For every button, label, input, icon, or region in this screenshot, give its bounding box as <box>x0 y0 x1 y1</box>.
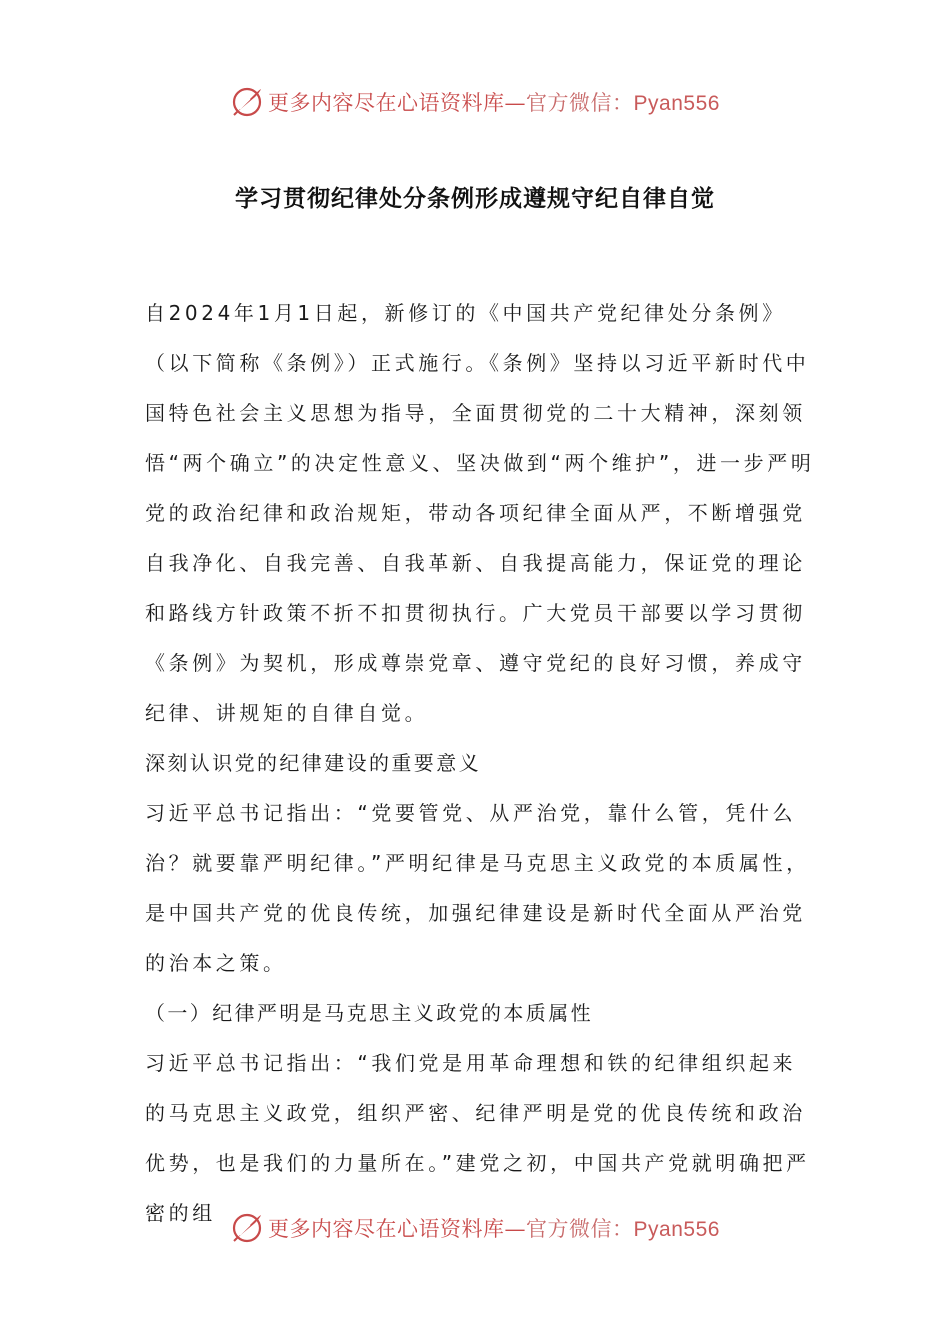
watermark-wechat-label: 官方微信： <box>526 1217 634 1241</box>
document-body <box>145 288 815 1238</box>
quill-pen-icon <box>230 85 264 119</box>
paragraph-quote-discipline: 习近平总书记指出：“党要管党、从严治党，靠什么管，凭什么治？就要靠严明纪律。”严明纪律是马克思主义政党的本质属性，是中国共产党的优良传统，加强纪律建设是新时代全面从严治党的治本之策。 <box>145 801 810 975</box>
footer-watermark <box>0 1208 950 1248</box>
watermark-brand: 更多内容尽在心语资料库 <box>268 91 505 115</box>
watermark-wechat-id: Pyan556 <box>633 1218 720 1241</box>
paragraph-quote-party: 习近平总书记指出：“我们党是用革命理想和铁的纪律组织起来的马克思主义政党，组织严密、纪律严明是党的优良传统和政治优势，也是我们的力量所在。”建党之初，中国共产党就明确把严密的组 <box>145 1051 810 1225</box>
section-heading: 深刻认识党的纪律建设的重要意义 <box>145 751 481 775</box>
watermark-dash: — <box>504 91 527 115</box>
header-watermark <box>0 82 950 122</box>
watermark-wechat-id: Pyan556 <box>633 92 720 115</box>
quill-pen-icon <box>230 1211 264 1245</box>
paragraph-intro: 自2024年1月1日起，新修订的《中国共产党纪律处分条例》（以下简称《条例》）正式施行。《条例》坚持以习近平新时代中国特色社会主义思想为指导，全面贯彻党的二十大精神，深刻领悟“两个确立”的决定性意义、坚决做到“两个维护”，进一步严明党的政治纪律和政治规矩，带动各项纪律全面从严，不断增强党自我净化、自我完善、自我革新、自我提高能力，保证党的理论和路线方针政策不折不扣贯彻执行。广大党员干部要以学习贯彻《条例》为契机，形成尊崇党章、遵守党纪的良好习惯，养成守纪律、讲规矩的自律自觉。 <box>145 301 815 725</box>
subsection-heading: （一）纪律严明是马克思主义政党的本质属性 <box>145 1001 593 1025</box>
document-title: 学习贯彻纪律处分条例形成遵规守纪自律自觉 <box>235 186 715 212</box>
watermark-text <box>268 87 720 117</box>
watermark-wechat-label: 官方微信： <box>526 91 634 115</box>
watermark-brand: 更多内容尽在心语资料库 <box>268 1217 505 1241</box>
watermark-dash: — <box>504 1217 527 1241</box>
watermark-text <box>268 1213 720 1243</box>
